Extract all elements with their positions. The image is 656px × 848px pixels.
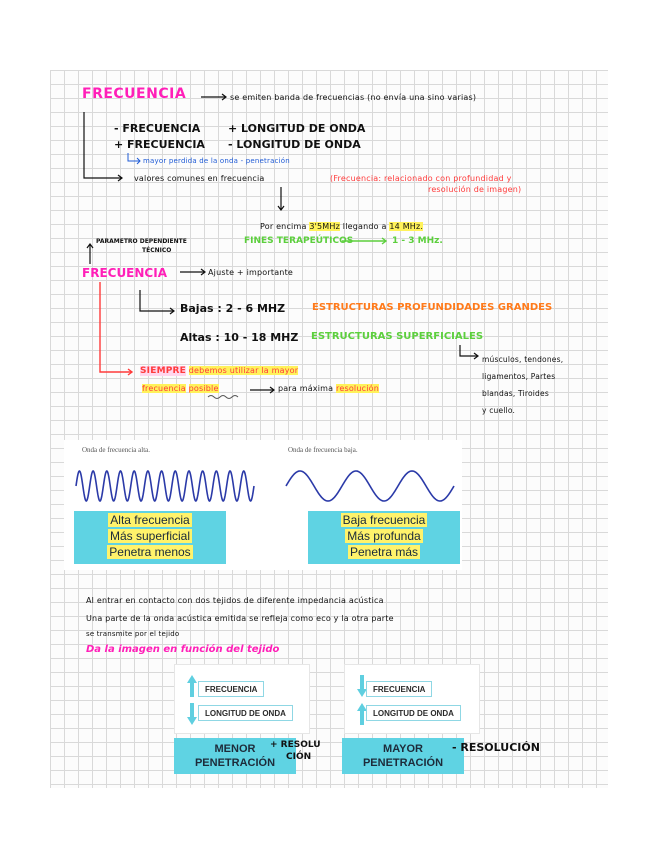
- altas-text: ESTRUCTURAS SUPERFICIALES: [311, 331, 484, 342]
- penetracion-line: PENETRACIÓN: [362, 757, 444, 769]
- line1-plus: + LONGITUD DE ONDA: [228, 122, 366, 135]
- frecuencia-title-2: FRECUENCIA: [82, 266, 167, 280]
- line1-minus: - FRECUENCIA: [114, 122, 201, 135]
- line2-minus: - LONGITUD DE ONDA: [228, 138, 361, 151]
- low-frequency-box: [308, 511, 460, 564]
- mayor-penetracion-box: [342, 738, 464, 774]
- bajas-text: ESTRUCTURAS PROFUNDIDADES GRANDES: [312, 302, 553, 313]
- fines-range: 1 - 3 MHz.: [392, 236, 443, 246]
- red-note-2: resolución de imagen): [428, 185, 522, 194]
- siempre-text: debemos utilizar la mayor: [188, 366, 299, 375]
- valores-comunes: valores comunes en frecuencia: [134, 174, 265, 183]
- high-frequency-wave: [74, 468, 256, 504]
- paragraph-line-3: se transmite por el tejido: [86, 630, 180, 638]
- param-label-1: PARAMETRO DEPENDIENTE: [96, 238, 187, 245]
- por-encima-val1: 3'5MHz: [309, 222, 341, 231]
- siempre-word: SIEMPRE: [140, 366, 187, 376]
- siempre-row: [140, 366, 298, 376]
- mas-resolucion-1: + RESOLU: [270, 740, 321, 750]
- line2-plus: + FRECUENCIA: [114, 138, 205, 151]
- side-list-item: ligamentos, Partes: [482, 372, 556, 381]
- right-longitud-label: LONGITUD DE ONDA: [366, 705, 461, 721]
- menos-resolucion: - RESOLUCIÓN: [452, 741, 540, 754]
- pink-line: Da la imagen en función del tejido: [86, 644, 280, 655]
- mayor-line: MAYOR: [383, 743, 423, 755]
- arrow-down-icon: [186, 702, 198, 726]
- resolucion-word: resolución: [336, 384, 379, 393]
- high-wave-title: Onda de frecuencia alta.: [82, 446, 151, 454]
- right-frecuencia-label: FRECUENCIA: [366, 681, 432, 697]
- por-encima-pre: Por encima: [260, 222, 307, 231]
- paragraph-line-2: Una parte de la onda acústica emitida se refleja como eco y la otra parte: [86, 614, 394, 623]
- side-list: [482, 351, 563, 419]
- title-note: se emiten banda de frecuencias (no envía una sino varias): [230, 93, 477, 102]
- frecuencia-title: FRECUENCIA: [82, 86, 187, 102]
- fines-terapeuticos: FINES TERAPEÚTICOS: [244, 236, 354, 246]
- maxima-resolucion-row: [278, 384, 379, 393]
- por-encima-val2: 14 MHz.: [389, 222, 424, 231]
- param-label-2: TÉCNICO: [142, 247, 172, 254]
- mas-resolucion-2: CIÓN: [286, 752, 312, 762]
- low-box-line: Penetra más: [349, 545, 419, 559]
- altas-label: Altas : 10 - 18 MHZ: [180, 331, 299, 344]
- por-encima-row: [260, 222, 423, 231]
- low-box-line: Baja frecuencia: [342, 513, 426, 527]
- red-note-1: (Frecuencia: relacionado con profundidad y: [330, 174, 512, 183]
- high-box-line: Más superficial: [109, 529, 191, 543]
- arrow-up-icon: [186, 674, 198, 698]
- side-list-item: músculos, tendones,: [482, 355, 564, 364]
- frecuencia-posible-row: [142, 384, 219, 393]
- side-list-item: blandas, Tiroides: [482, 389, 549, 398]
- low-frequency-wave: [284, 468, 456, 504]
- para-maxima: para máxima: [278, 384, 334, 393]
- blue-note: mayor perdida de la onda - penetración: [143, 157, 290, 165]
- ajuste-note: Ajuste + importante: [208, 268, 294, 277]
- por-encima-mid: llegando a: [342, 222, 387, 231]
- paragraph-line-1: Al entrar en contacto con dos tejidos de diferente impedancia acústica: [86, 596, 384, 605]
- low-wave-title: Onda de frecuencia baja.: [288, 446, 358, 454]
- posible-word: posible: [188, 384, 219, 393]
- left-frecuencia-label: FRECUENCIA: [198, 681, 264, 697]
- low-box-line: Más profunda: [347, 529, 421, 543]
- penetracion-line: PENETRACIÓN: [194, 757, 276, 769]
- high-frequency-box: [74, 511, 226, 564]
- menor-line: MENOR: [214, 743, 256, 755]
- frecuencia-word: frecuencia: [142, 384, 186, 393]
- high-box-line: Penetra menos: [109, 545, 191, 559]
- high-box-line: Alta frecuencia: [110, 513, 190, 527]
- bajas-label: Bajas : 2 - 6 MHZ: [180, 302, 286, 315]
- left-longitud-label: LONGITUD DE ONDA: [198, 705, 293, 721]
- squiggle-underline: [208, 396, 238, 399]
- side-list-item: y cuello.: [482, 406, 516, 415]
